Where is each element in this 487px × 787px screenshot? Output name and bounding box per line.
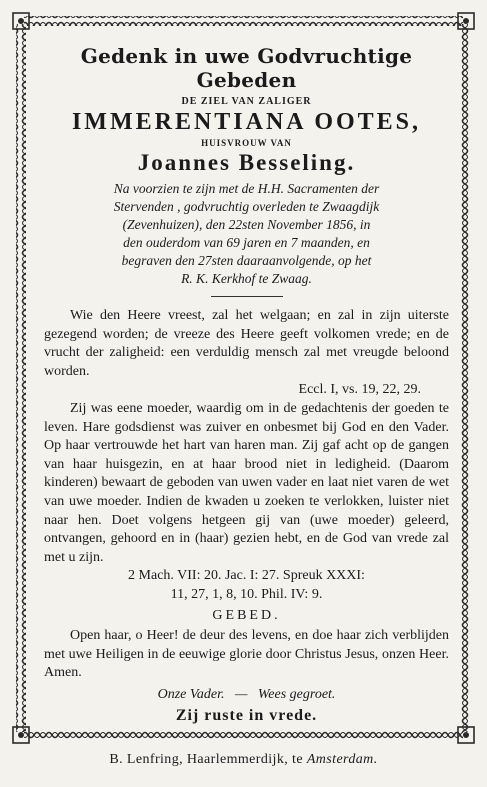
intro-line: Na voorzien te zijn met de H.H. Sacramenten der xyxy=(113,181,380,196)
scripture-reference: Eccl. I, vs. 19, 22, 29. xyxy=(298,382,421,398)
soul-line: DE ZIEL VAN ZALIGER xyxy=(181,96,312,107)
onze-vader: Onze Vader. xyxy=(157,686,225,702)
deceased-name: IMMERENTIANA OOTES, xyxy=(71,109,422,135)
card-heading: Gedenk in uwe Godvruchtige Gebeden xyxy=(80,44,413,92)
husband-name: Joannes Besseling. xyxy=(137,150,356,175)
rest-in-peace: Zij ruste in vrede. xyxy=(175,706,318,724)
scripture-paragraph: Wie den Heere vreest, zal het welgaan; en zal in zijn uiterste gezegend worden; de vreeze des Heere geeft volkomen vrede; en de vrucht der zaligheid: een verduldig mensch zal met vreugde beloond worden. xyxy=(44,308,449,379)
memorial-card xyxy=(10,10,477,746)
printer-footer xyxy=(0,752,487,768)
intro-line: (Zevenhuizen), den 22sten November 1856, in xyxy=(122,217,371,232)
card-content xyxy=(44,38,449,725)
intro-line: Stervenden , godvruchtig overleden te Zwaagdijk xyxy=(113,199,380,214)
references-line: 11, 27, 1, 8, 10. Phil. IV: 9. xyxy=(170,586,323,602)
prayer-separator: — xyxy=(234,686,248,702)
divider xyxy=(211,296,283,297)
tribute-paragraph: Zij was eene moeder, waardig om in de gedachtenis der goeden te leven. Hare godsdienst was zuiver en onbesmet bij God en den Vader. Op haar vertrouwde het hart van haren man. Zij gaf acht op de gangen van haar huisgezin, en at haar brood niet in ledigheid. (Daarom kinderen) bewaart de geboden van uwen vader en laat niet varen de wet van uwe moeder. Indien de kwaden u zoeken te verlokken, luister niet naar hen. Doet volgens hetgeen gij van (uwe moeder) geleerd, ontvangen, gehoord en in (haar) gezien hebt, en de God van vrede zal met u zijn. xyxy=(44,400,449,565)
body-text xyxy=(44,307,449,683)
intro-text xyxy=(44,180,449,288)
wife-of-label: HUISVROUW VAN xyxy=(201,138,292,148)
prayer-text: Open haar, o Heer! de deur des levens, en doe haar zich verblijden met uwe Heiligen in de eeuwige glorie door Christus Jesus, onzen Heer. Amen. xyxy=(44,628,449,681)
wees-gegroet: Wees gegroet. xyxy=(257,686,336,702)
references-line: 2 Mach. VII: 20. Jac. I: 27. Spreuk XXXI: xyxy=(128,568,365,584)
intro-line: den ouderdom van 69 jaren en 7 maanden, en xyxy=(123,235,370,250)
intro-line: begraven den 27sten daaraanvolgende, op het xyxy=(121,253,372,268)
printer-city: Amsterdam. xyxy=(306,752,378,767)
intro-line: R. K. Kerkhof te Zwaag. xyxy=(181,271,312,286)
prayer-title: GEBED. xyxy=(212,607,281,623)
prayer-closing xyxy=(44,687,449,703)
printer-name: B. Lenfring, Haarlemmerdijk, te xyxy=(109,752,303,767)
